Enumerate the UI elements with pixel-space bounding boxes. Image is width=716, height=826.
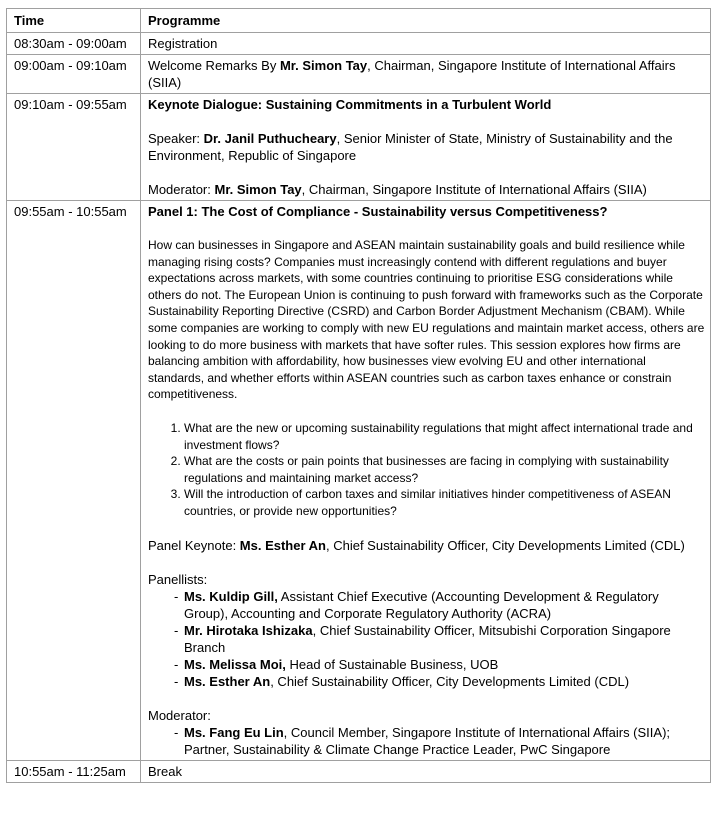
table-row [7, 94, 711, 201]
panellist-role: Head of Sustainable Business, UOB [285, 656, 499, 672]
panellists-label: Panellists: [148, 571, 208, 587]
speaker-label: Speaker: [148, 131, 204, 146]
speaker-role: , Senior Minister of State, Ministry of Sustainability and the Environment, Republic of Singapore [148, 131, 673, 163]
table-row [7, 760, 711, 782]
table-row [7, 201, 711, 761]
list-item [174, 588, 705, 622]
programme-header: Programme [141, 9, 711, 33]
list-item: 3. Will the introduction of carbon taxes and similar initiatives hinder competitiveness of ASEAN countries, or provide new opportunities? [184, 486, 705, 519]
panellist-role: , Chief Sustainability Officer, Mitsubishi Corporation Singapore Branch [184, 622, 671, 655]
panellist-role: , Chief Sustainability Officer, City Developments Limited (CDL) [270, 673, 630, 689]
moderator-label: Moderator: [148, 707, 211, 723]
panellist-name: Ms. Esther An [184, 673, 271, 689]
welcome-prefix: Welcome Remarks By [148, 58, 280, 73]
programme-cell: Registration [141, 33, 711, 55]
list-item [174, 673, 705, 690]
time-cell: 08:30am - 09:00am [7, 33, 141, 55]
questions-list [148, 420, 705, 520]
keynote-name: Ms. Esther An [239, 537, 326, 553]
session-title: Keynote Dialogue: Sustaining Commitments in a Turbulent World [148, 97, 552, 112]
time-cell: 09:10am - 09:55am [7, 94, 141, 201]
table-row [7, 33, 711, 55]
panellist-name: Ms. Melissa Moi, [184, 656, 286, 672]
list-item: 1. What are the new or upcoming sustainability regulations that might affect international trade and investment flows? [184, 420, 705, 453]
time-cell: 09:00am - 09:10am [7, 55, 141, 94]
header-row [7, 9, 711, 33]
moderator-role: , Chairman, Singapore Institute of International Affairs (SIIA) [301, 182, 647, 197]
programme-cell [141, 201, 711, 761]
time-cell: 09:55am - 10:55am [7, 201, 141, 761]
list-item [174, 724, 705, 758]
time-cell: 10:55am - 11:25am [7, 760, 141, 782]
speaker-name: Mr. Simon Tay [279, 58, 368, 73]
moderator-label: Moderator: [148, 182, 215, 197]
moderator-name: Mr. Simon Tay [214, 182, 302, 197]
programme-cell [141, 94, 711, 201]
list-item [174, 656, 705, 673]
panellist-name: Mr. Hirotaka Ishizaka [184, 622, 313, 638]
moderator-list [148, 724, 705, 758]
list-item: 2. What are the costs or pain points that businesses are facing in complying with sustainability regulations and maintaining market access? [184, 453, 705, 486]
session-description: How can businesses in Singapore and ASEAN maintain sustainability goals and build resilience while managing rising costs? Companies must increasingly contend with different regulations and buyer expectations across markets, with some countries continuing to prioritise ESG considerations while others do not. The European Union is continuing to push forward with frameworks such as the Corporate Sustainability Reporting Directive (CSRD) and Carbon Border Adjustment Mechanism (CBAM). While some companies are working to comply with new EU regulations and maintain market access, others are looking to do more business with markets that have softer rules. This session explores how firms are balancing ambition with affordability, how businesses view evolving EU and other international standards, and whether efforts within ASEAN countries such as carbon taxes enhance or constrain competitiveness. [148, 238, 705, 402]
keynote-role: , Chief Sustainability Officer, City Developments Limited (CDL) [326, 537, 685, 553]
speaker-role: , Chairman, Singapore Institute of International Affairs (SIIA) [148, 58, 676, 90]
speaker-name: Dr. Janil Puthucheary [203, 131, 337, 146]
table-row [7, 55, 711, 94]
moderator-role: , Council Member, Singapore Institute of International Affairs (SIIA); Partner, Sustainability & Climate Change Practice Leader, PwC Singapore [184, 724, 671, 757]
panellists-list [148, 588, 705, 690]
programme-table [6, 8, 711, 783]
panellist-role: Assistant Chief Executive (Accounting Development & Regulatory Group), Accounting and Corporate Regulatory Authority (ACRA) [184, 588, 659, 621]
time-header: Time [7, 9, 141, 33]
moderator-name: Ms. Fang Eu Lin [184, 724, 284, 740]
keynote-label: Panel Keynote: [148, 537, 240, 553]
programme-cell [141, 55, 711, 94]
session-title: Panel 1: The Cost of Compliance - Sustainability versus Competitiveness? [148, 204, 608, 219]
panellist-name: Ms. Kuldip Gill, [184, 588, 278, 604]
list-item [174, 622, 705, 656]
programme-cell: Break [141, 760, 711, 782]
